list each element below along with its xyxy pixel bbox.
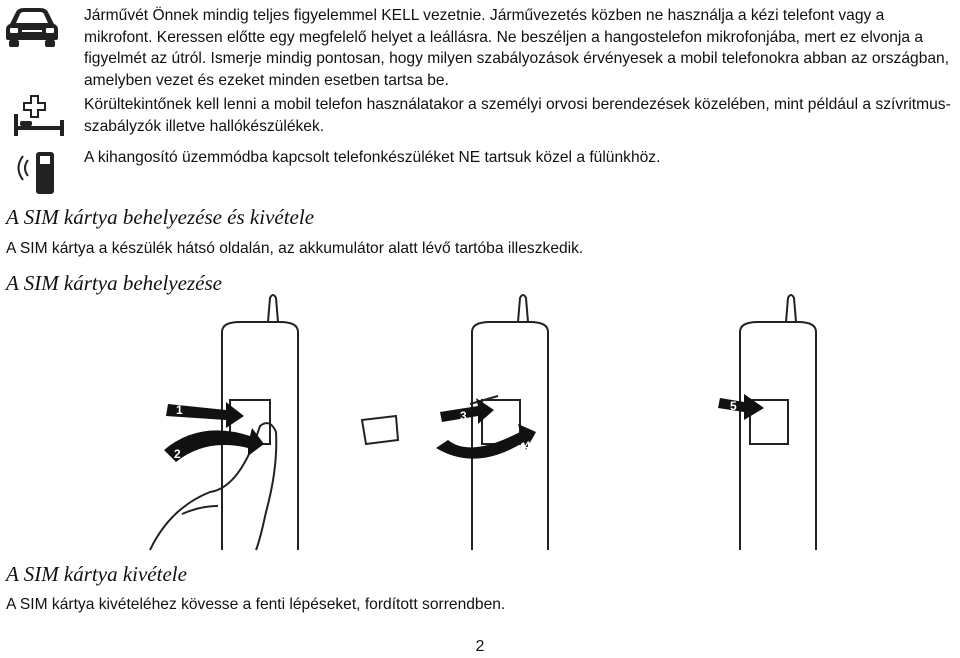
phone-ear-icon — [14, 148, 60, 196]
step-2-label: 2 — [174, 447, 181, 461]
warning-text-driving: Járművét Önnek mindig teljes figyelemmel KELL vezetnie. Járművezetés közben ne használja a kézi telefont vagy a mikrofont. Keressen előtte egy megfelelő helyet a leállásra. Ne beszéljen a hangostelefon mikrofonjába, mert ez elvonja a figyelmét az útról. Ismerje mindig pontosan, hogy milyen szabályozások érvényesek a mobil telefonokra abban az országban, amelyben vezet és ezeket minden esetben tartsa be. — [84, 7, 950, 89]
step-5-label: 5 — [730, 399, 737, 413]
section-title-sim-insert: A SIM kártya behelyezése — [6, 271, 222, 295]
warning-text-medical: Körültekintőnek kell lenni a mobil telefon használatakor a személyi orvosi berendezések közelében, mint például a szívritmus-szabályzók illetve hallókészülékek. — [84, 96, 951, 135]
step-4-label: 4 — [524, 439, 531, 453]
sim-insertion-illustration — [130, 292, 830, 552]
step-1-label: 1 — [176, 403, 183, 417]
warning-text-handsfree: A kihangosító üzemmódba kapcsolt telefonkészüléket NE tartsuk közel a fülünkhöz. — [84, 149, 661, 166]
section-title-sim-insert-remove: A SIM kártya behelyezése és kivétele — [6, 205, 315, 229]
section-text-sim-location: A SIM kártya a készülék hátsó oldalán, az akkumulátor alatt lévő tartóba illeszkedik. — [6, 240, 584, 257]
section-title-sim-remove: A SIM kártya kivétele — [6, 562, 187, 586]
step-3-label: 3 — [460, 409, 467, 423]
hospital-bed-icon — [12, 94, 66, 138]
section-text-sim-remove: A SIM kártya kivételéhez kövesse a fenti lépéseket, fordított sorrendben. — [6, 596, 506, 613]
page-number: 2 — [475, 638, 485, 655]
car-icon — [4, 4, 60, 48]
